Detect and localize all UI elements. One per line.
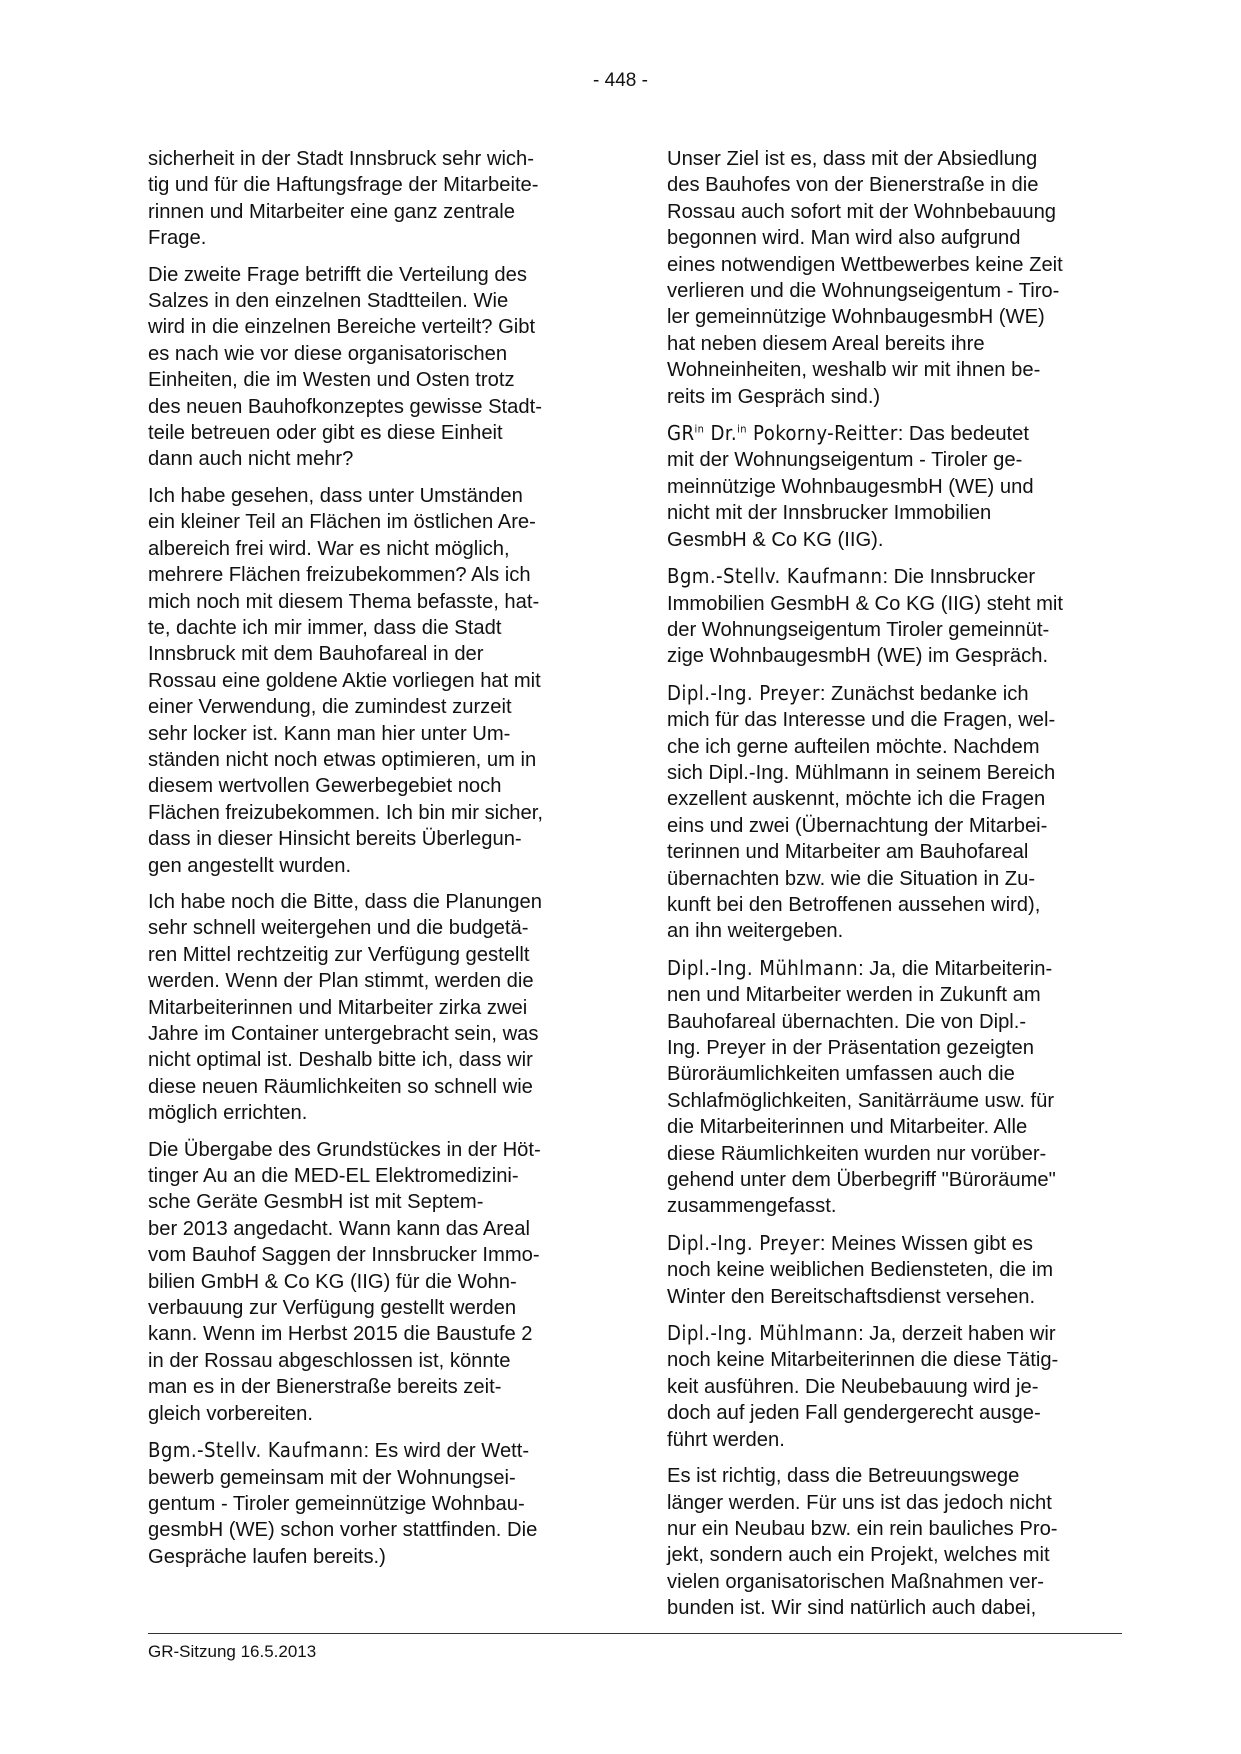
speaker-name: Dipl.-Ing. Mühlmann bbox=[667, 955, 859, 980]
speaker-title-suffix: in bbox=[737, 422, 747, 436]
speaker-name: Dipl.-Ing. Mühlmann bbox=[667, 1321, 859, 1346]
speaker-title-suffix: in bbox=[694, 422, 705, 436]
speech-paragraph bbox=[667, 1320, 1129, 1453]
paragraph: Die zweite Frage betrifft die Verteilung des Salzes in den einzelnen Stadtteilen. Wie wird in die einzelnen Bereiche verteilt? Gibt es nach wie vor diese organisatorischen Einheiten, die im Westen und Osten trotz des neuen Bauhofkonzeptes gewisse Stadt- teile betreuen oder gibt es diese Einheit dann auch nicht mehr? bbox=[148, 263, 542, 471]
speech-text: : Das bedeutet mit der Wohnungseigentum - Tiroler ge- meinnützige WohnbaugesmbH (WE) und nicht mit der Innsbrucker Immobilien GesmbH & Co KG (IIG). bbox=[667, 423, 1034, 551]
paragraph: sicherheit in der Stadt Innsbruck sehr wich- tig und für die Haftungsfrage der Mitarbeite- rinnen und Mitarbeiter eine ganz zentrale Frage. bbox=[148, 148, 539, 250]
paragraph: Die Übergabe des Grundstückes in der Höt- tinger Au an die MED-EL Elektromedizini- sche Geräte GesmbH ist mit Septem- ber 2013 angedacht. Wann kann das Areal vom Bauhof Saggen der Innsbrucker Immo- bilien GmbH & Co KG (IIG) für die Wohn- verbauung zur Verfügung gestellt werden kann. Wenn im Herbst 2015 die Baustufe 2 in der Rossau abgeschlossen ist, könnte man es in der Bienerstraße bereits zeit- gleich vorbereiten. bbox=[148, 1138, 541, 1425]
speaker-name bbox=[667, 421, 898, 445]
speaker-name: Bgm.-Stellv. Kaufmann bbox=[148, 1438, 364, 1463]
speech-paragraph bbox=[667, 563, 1129, 670]
speech-text: : Ja, die Mitarbeiterin- nen und Mitarbeiter werden in Zukunft am Bauhofareal übernachten. Die von Dipl.- Ing. Preyer in der Präsentation gezeigten Büroräumlichkeiten umfassen auch die Schlafmöglichkeiten, Sanitärräume usw. für die Mitarbeiterinnen und Mitarbeiter. Alle diese Räumlichkeiten wurden nur vorüber- gehend unter dem Überbegriff "Büroräume" zusammengefasst. bbox=[667, 957, 1056, 1218]
page-number: - 448 - bbox=[593, 70, 648, 91]
left-column bbox=[148, 146, 610, 1580]
speaker-name: Dipl.-Ing. Preyer bbox=[667, 680, 820, 705]
footer-divider bbox=[148, 1633, 1122, 1634]
speaker-name: Dipl.-Ing. Preyer bbox=[667, 1230, 820, 1255]
speaker-surname: Pokorny-Reitter bbox=[746, 421, 898, 446]
paragraph: Unser Ziel ist es, dass mit der Absiedlung des Bauhofes von der Bienerstraße in die Rossau auch sofort mit der Wohnbebauung begonnen wird. Man wird also aufgrund eines notwendigen Wettbewerbes keine Zeit verlieren und die Wohnungseigentum - Tiro- ler gemeinnützige WohnbaugesmbH (WE) hat neben diesem Areal bereits ihre Wohneinheiten, weshalb wir mit ihnen be- reits im Gespräch sind.) bbox=[667, 148, 1063, 408]
speech-text: : Die Innsbrucker Immobilien GesmbH & Co KG (IIG) steht mit der Wohnungseigentum Tiroler gemeinnüt- zige WohnbaugesmbH (WE) im Gespräch. bbox=[667, 566, 1063, 668]
speech-paragraph bbox=[148, 1437, 610, 1570]
speech-paragraph bbox=[667, 420, 1129, 553]
speech-text: : Es wird der Wett- bewerb gemeinsam mit der Wohnungsei- gentum - Tiroler gemeinnützige Wohnbau- gesmbH (WE) schon vorher stattfinden. Die Gespräche laufen bereits.) bbox=[148, 1440, 538, 1568]
speech-paragraph bbox=[667, 955, 1129, 1220]
speaker-title: Dr. bbox=[704, 421, 738, 446]
speaker-name: Bgm.-Stellv. Kaufmann bbox=[667, 564, 883, 589]
speech-text: : Zunächst bedanke ich mich für das Interesse und die Fragen, wel- che ich gerne aufteilen möchte. Nachdem sich Dipl.-Ing. Mühlmann in seinem Bereich exzellent auskennt, möchte ich die Fragen eins und zwei (Übernachtung der Mitarbei- terinnen und Mitarbeiter am Bauhofareal übernachten bzw. wie die Situation in Zu- kunft bei den Betroffenen aussehen wird), an ihn weitergeben. bbox=[667, 682, 1056, 943]
speech-paragraph bbox=[667, 1230, 1129, 1310]
speech-paragraph bbox=[667, 680, 1129, 945]
paragraph: Ich habe gesehen, dass unter Umständen ein kleiner Teil an Flächen im östlichen Are- albereich frei wird. War es nicht möglich, mehrere Flächen freizubekommen? Als ich mich noch mit diesem Thema befasste, hat- te, dachte ich mir immer, dass die Stadt Innsbruck mit dem Bauhofareal in der Rossau eine goldene Aktie vorliegen hat mit einer Verwendung, die zumindest zurzeit sehr locker ist. Kann man hier unter Um- ständen nicht noch etwas optimieren, um in diesem wertvollen Gewerbegebiet noch Flächen freizubekommen. Ich bin mir sicher, dass in dieser Hinsicht bereits Überlegun- gen angestellt wurden. bbox=[148, 484, 543, 877]
right-column bbox=[667, 146, 1129, 1632]
footer-session: GR-Sitzung 16.5.2013 bbox=[148, 1642, 317, 1661]
speech-text: : Meines Wissen gibt es noch keine weiblichen Bediensteten, die im Winter den Bereitschaftsdienst versehen. bbox=[667, 1232, 1054, 1308]
paragraph: Es ist richtig, dass die Betreuungswege länger werden. Für uns ist das jedoch nicht nur ein Neubau bzw. ein rein bauliches Pro- jekt, sondern auch ein Projekt, welches mit vielen organisatorischen Maßnahmen ver- bunden ist. Wir sind natürlich auch dabei, bbox=[667, 1465, 1058, 1620]
speaker-title: GR bbox=[667, 421, 695, 446]
speech-text: : Ja, derzeit haben wir noch keine Mitarbeiterinnen die diese Tätig- keit ausführen. Die Neubebauung wird je- doch auf jeden Fall gendergerecht ausge- führt werden. bbox=[667, 1323, 1059, 1451]
paragraph: Ich habe noch die Bitte, dass die Planungen sehr schnell weitergehen und die budgetä- ren Mittel rechtzeitig zur Verfügung gestellt werden. Wenn der Plan stimmt, werden die Mitarbeiterinnen und Mitarbeiter zirka zwei Jahre im Container untergebracht sein, was nicht optimal ist. Deshalb bitte ich, dass wir diese neuen Räumlichkeiten so schnell wie möglich errichten. bbox=[148, 890, 542, 1125]
